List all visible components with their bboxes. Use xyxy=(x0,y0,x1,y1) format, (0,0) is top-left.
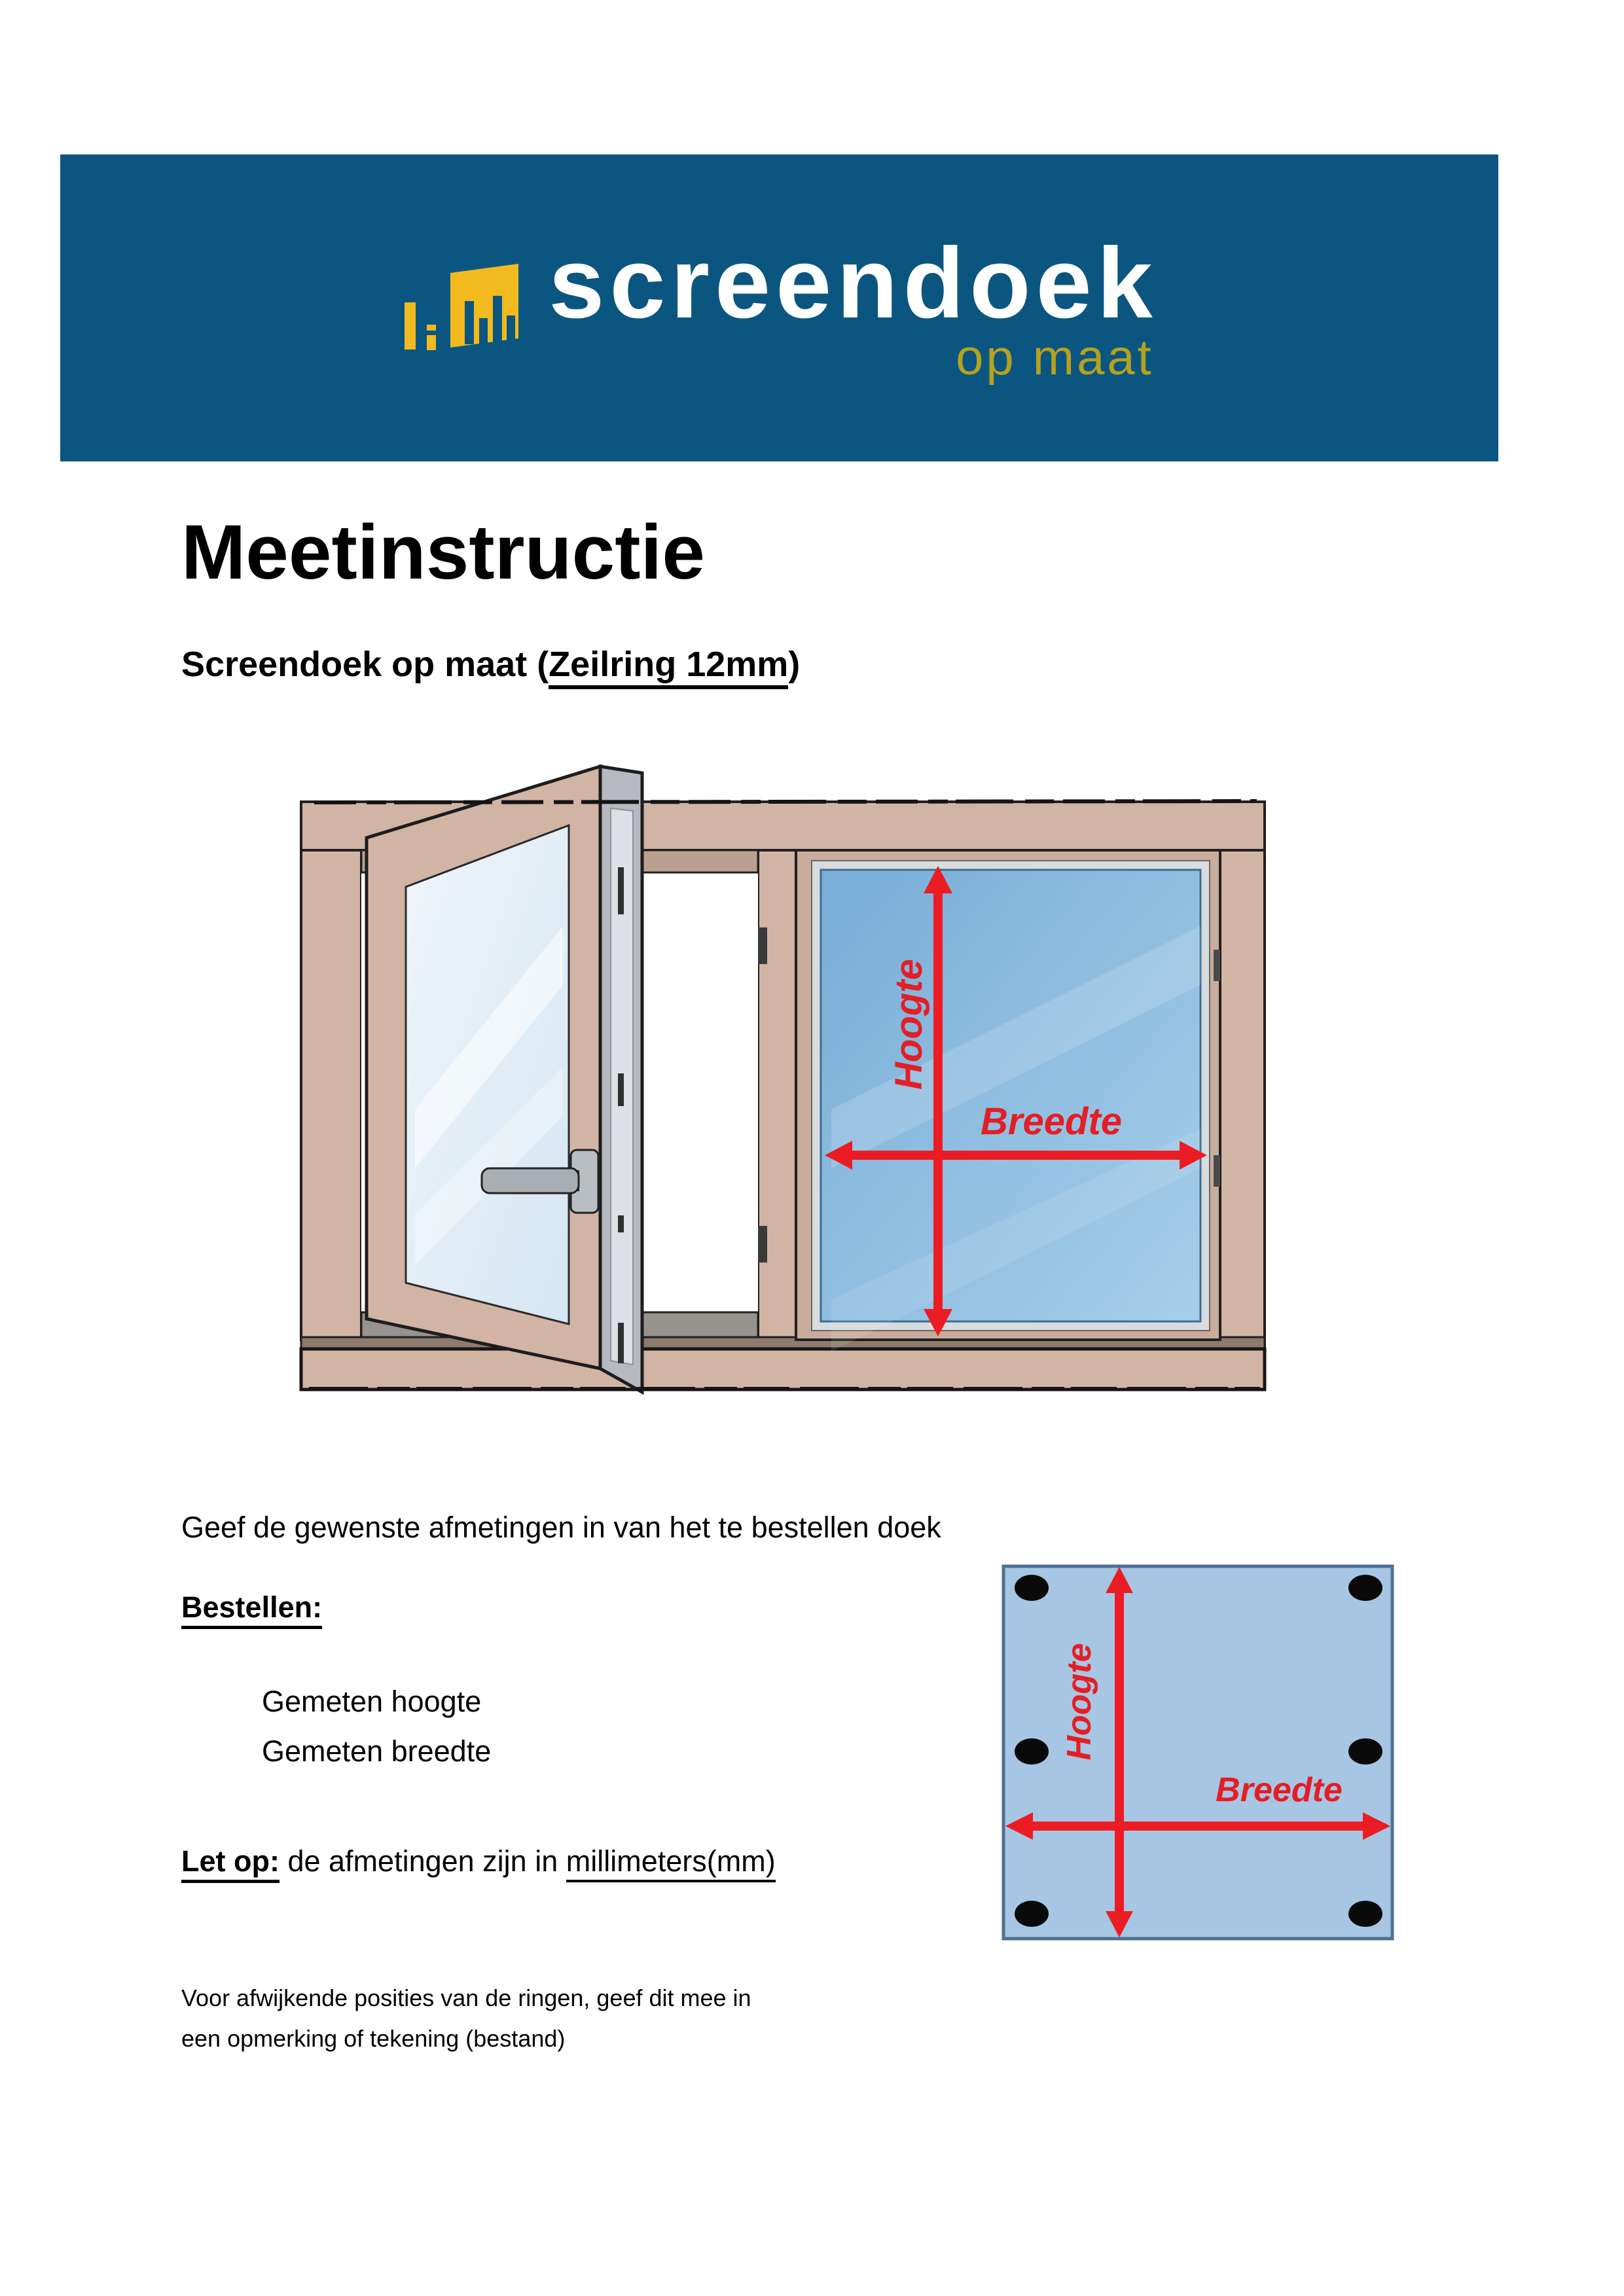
subtitle-prefix: Screendoek op maat ( xyxy=(181,645,549,684)
intro-text: Geef de gewenste afmetingen in van het te bestellen doek xyxy=(181,1511,941,1544)
open-sash xyxy=(367,766,642,1392)
page-title: Meetinstructie xyxy=(181,509,705,596)
window-hoogte-label: Hoogte xyxy=(888,959,930,1090)
remark-line-1: Voor afwijkende posities van de ringen, geef dit mee in xyxy=(181,1984,751,2011)
window-sill xyxy=(301,1337,1265,1390)
subtitle-underlined: Zeilring 12mm xyxy=(549,645,788,689)
brand-tagline: op maat xyxy=(956,330,1154,386)
window-breedte-label: Breedte xyxy=(981,1100,1122,1143)
order-item-breedte: Gemeten breedte xyxy=(262,1734,492,1768)
logo xyxy=(401,227,1158,386)
doek-hoogte-label: Hoogte xyxy=(1060,1643,1098,1761)
window-measure-illustration xyxy=(275,710,1276,1456)
order-heading-text: Bestellen: xyxy=(181,1590,322,1629)
doek-diagram xyxy=(1001,1564,1394,1941)
note-underlined: millimeters(mm) xyxy=(566,1844,776,1882)
order-heading xyxy=(181,1590,322,1624)
note-label: Let op: xyxy=(181,1844,280,1883)
brand-name: screendoek xyxy=(549,227,1158,339)
bar-chart-flag-icon xyxy=(401,262,525,353)
doek-breedte-label: Breedte xyxy=(1216,1771,1343,1809)
subtitle-suffix: ) xyxy=(788,645,801,684)
note-line xyxy=(181,1844,776,1878)
subtitle xyxy=(181,644,800,685)
hinge-icon xyxy=(758,927,767,964)
order-items xyxy=(262,1677,491,1776)
logo-text xyxy=(549,227,1158,386)
note-text: de afmetingen zijn in xyxy=(279,1844,566,1878)
brand-banner xyxy=(60,154,1498,461)
hinge-icon xyxy=(758,1226,767,1263)
remark-line-2: een opmerking of tekening (bestand) xyxy=(181,2025,566,2052)
order-item-hoogte: Gemeten hoogte xyxy=(262,1685,482,1718)
remark-text xyxy=(181,1978,751,2059)
